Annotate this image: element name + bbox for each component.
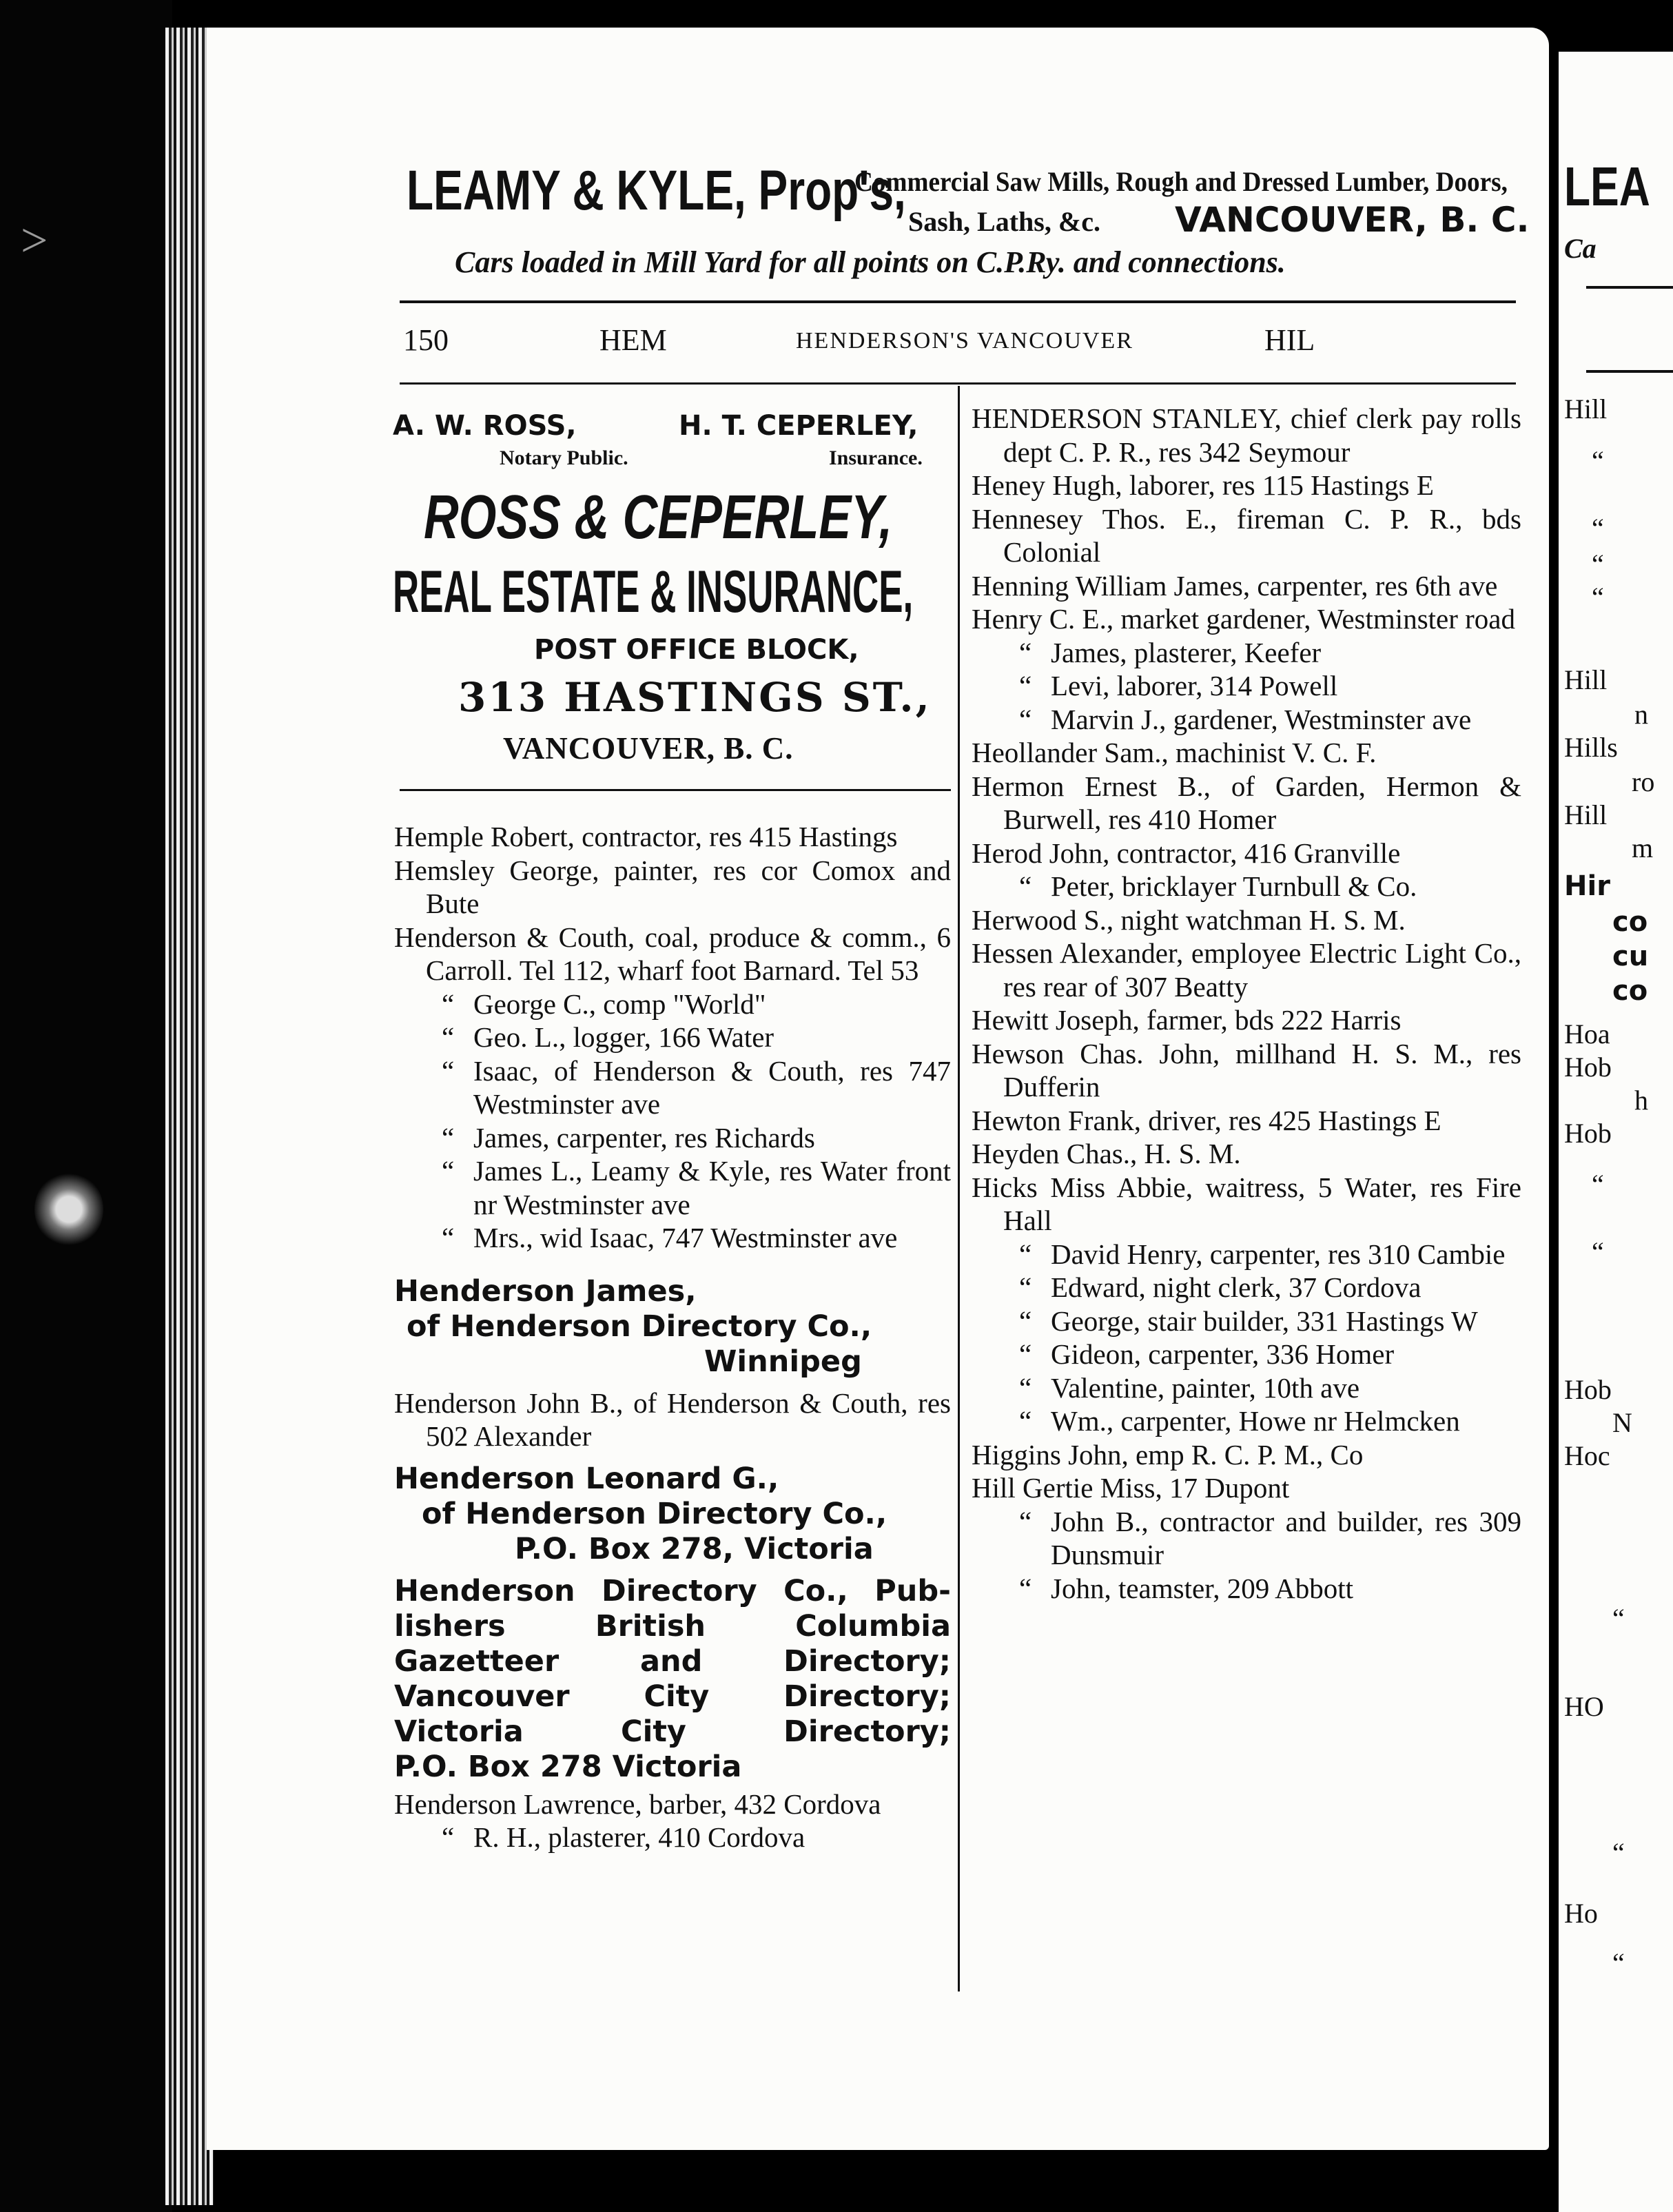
entry-text: Geo. L., logger, 166 Water xyxy=(473,1021,774,1053)
ditto-mark: “ xyxy=(442,1021,455,1053)
ad-street: 313 HASTINGS ST., xyxy=(458,674,932,721)
next-page-text: “ xyxy=(1612,1837,1625,1868)
bold-listing-henderson-james xyxy=(394,1274,951,1380)
next-page-text: “ xyxy=(1592,1236,1604,1267)
directory-entry: Hessen Alexander, employee Electric Light Co., res rear of 307 Beatty xyxy=(972,937,1521,1003)
left-column xyxy=(394,820,951,1854)
directory-entry: Hermon Ernest B., of Garden, Hermon & Burwell, res 410 Homer xyxy=(972,770,1521,835)
running-head-rule xyxy=(400,382,1516,385)
directory-entry-ditto xyxy=(394,1821,951,1854)
directory-entry: Henderson Lawrence, barber, 432 Cordova xyxy=(394,1788,881,1820)
ad-firm-name: ROSS & CEPERLEY, xyxy=(424,483,893,552)
next-page-rule xyxy=(1586,370,1673,373)
directory-entry-ditto xyxy=(394,1154,951,1221)
next-page-text: co xyxy=(1612,906,1648,938)
ditto-mark: “ xyxy=(1019,1371,1032,1404)
directory-entry-ditto xyxy=(394,1221,951,1255)
directory-entry: Henderson John B., of Henderson & Couth, res 502 Alexander xyxy=(394,1386,951,1452)
bold-listing-line: lishers British Columbia xyxy=(394,1608,951,1643)
right-column xyxy=(972,402,1521,1605)
directory-entry: Henderson & Couth, coal, produce & comm., 6 Carroll. Tel 112, wharf foot Barnard. Tel 53 xyxy=(394,921,951,986)
directory-entry: Henry C. E., market gardener, Westminster road xyxy=(972,603,1515,635)
ditto-mark: “ xyxy=(1019,870,1032,902)
page-advertisement-header xyxy=(407,158,1550,296)
directory-entry-ditto xyxy=(394,1121,951,1155)
entry-text: David Henry, carpenter, res 310 Cambie xyxy=(1051,1238,1506,1270)
next-page-text: “ xyxy=(1592,513,1604,544)
directory-entry: Hicks Miss Abbie, waitress, 5 Water, res Fire Hall xyxy=(972,1171,1521,1236)
directory-entry: Hewitt Joseph, farmer, bds 222 Harris xyxy=(972,1004,1402,1036)
next-page-text: Hill xyxy=(1564,393,1608,424)
ad-business: REAL ESTATE & INSURANCE, xyxy=(393,559,914,625)
directory-entry: Herwood S., night watchman H. S. M. xyxy=(972,903,1406,936)
ditto-mark: “ xyxy=(1019,1572,1032,1604)
directory-entry-ditto xyxy=(972,1572,1521,1606)
directory-entry-ditto xyxy=(972,1238,1521,1271)
advertiser-name: LEAMY & KYLE, Prop's, xyxy=(407,159,906,222)
bold-listing-line: Winnipeg xyxy=(704,1344,862,1379)
directory-entry-ditto xyxy=(972,669,1521,703)
entry-text: Peter, bricklayer Turnbull & Co. xyxy=(1051,870,1417,902)
ad-city: VANCOUVER, B. C. xyxy=(503,731,794,766)
bold-listing-henderson-directory xyxy=(394,1574,951,1785)
directory-entry: Hill Gertie Miss, 17 Dupont xyxy=(972,1472,1290,1504)
entry-text: Edward, night clerk, 37 Cordova xyxy=(1051,1271,1421,1303)
next-page-text: Hob xyxy=(1564,1374,1612,1405)
advertiser-city: VANCOUVER, B. C. xyxy=(1175,200,1530,240)
bold-listing-line: Victoria City Directory; xyxy=(394,1714,951,1749)
ditto-mark: “ xyxy=(442,1121,455,1154)
next-page-text: “ xyxy=(1592,1169,1604,1200)
page-number: 150 xyxy=(403,323,449,357)
bold-listing-line: Vancouver City Directory; xyxy=(394,1679,951,1714)
ditto-mark: “ xyxy=(1019,1505,1032,1537)
next-page-text: Ho xyxy=(1564,1898,1598,1929)
directory-entry: Herod John, contractor, 416 Granville xyxy=(972,837,1401,869)
ditto-mark: “ xyxy=(1019,1271,1032,1303)
running-head-left: HEM xyxy=(599,323,667,357)
ditto-mark: “ xyxy=(442,987,455,1020)
directory-entry-ditto xyxy=(394,1021,951,1054)
next-page-text: Hills xyxy=(1564,732,1618,763)
column-divider xyxy=(958,386,960,1991)
ad-block: POST OFFICE BLOCK, xyxy=(534,634,859,666)
next-page-text: Hob xyxy=(1564,1118,1612,1149)
directory-entry-ditto xyxy=(394,1054,951,1121)
ad-partner-name: A. W. ROSS, xyxy=(393,410,577,442)
next-page-text: co xyxy=(1612,975,1648,1007)
next-page-text: Ca xyxy=(1564,233,1597,264)
bold-listing-line: Henderson Directory Co., Pub- xyxy=(394,1573,951,1608)
next-page-text: N xyxy=(1612,1407,1632,1438)
directory-entry: Hewson Chas. John, millhand H. S. M., res Dufferin xyxy=(972,1037,1521,1103)
ad-partner-role: Notary Public. xyxy=(500,447,628,469)
directory-entry-ditto xyxy=(394,987,951,1021)
next-page-text: HO xyxy=(1564,1691,1604,1722)
bold-listing-line: Gazetteer and Directory; xyxy=(394,1643,951,1679)
directory-entry-ditto xyxy=(972,1338,1521,1371)
ditto-mark: “ xyxy=(1019,1405,1032,1437)
advertiser-products-cont: Sash, Laths, &c. xyxy=(908,206,1100,237)
next-page-text: ro xyxy=(1632,766,1655,797)
entry-text: James, plasterer, Keefer xyxy=(1051,636,1322,668)
entry-text: James L., Leamy & Kyle, res Water front nr Westminster ave xyxy=(473,1155,951,1220)
entry-text: George, stair builder, 331 Hastings W xyxy=(1051,1304,1478,1337)
directory-entry: Heney Hugh, laborer, res 115 Hastings E xyxy=(972,469,1434,501)
entry-text: R. H., plasterer, 410 Cordova xyxy=(473,1821,805,1853)
running-head-title: HENDERSON'S VANCOUVER xyxy=(796,328,1133,354)
directory-entry: Hennesey Thos. E., fireman C. P. R., bds Colonial xyxy=(972,502,1521,568)
next-page-text: “ xyxy=(1592,549,1604,580)
directory-entry-ditto xyxy=(972,1404,1521,1438)
directory-entry: Heyden Chas., H. S. M. xyxy=(972,1138,1241,1169)
entry-text: James, carpenter, res Richards xyxy=(473,1121,815,1154)
ditto-mark: “ xyxy=(442,1155,455,1187)
ditto-mark: “ xyxy=(1019,1338,1032,1370)
directory-entry: Henning William James, carpenter, res 6th ave xyxy=(972,569,1498,602)
next-page-text: m xyxy=(1632,832,1654,863)
ad-partner-name: H. T. CEPERLEY, xyxy=(679,410,918,442)
directory-entry-ditto xyxy=(972,1371,1521,1405)
next-page-text: Hill xyxy=(1564,799,1608,830)
ditto-mark: “ xyxy=(1019,1238,1032,1270)
directory-entry: HENDERSON STANLEY, chief clerk pay rolls dept C. P. R., res 342 Seymour xyxy=(972,402,1521,468)
directory-entry: Hewton Frank, driver, res 425 Hastings E xyxy=(972,1104,1441,1136)
next-page-fragment xyxy=(1559,52,1673,2212)
directory-entry: Hemple Robert, contractor, res 415 Hastings xyxy=(394,821,898,852)
directory-entry: Heollander Sam., machinist V. C. F. xyxy=(972,737,1377,768)
bold-listing-henderson-leonard xyxy=(394,1462,951,1567)
entry-text: Levi, laborer, 314 Powell xyxy=(1051,670,1338,702)
directory-entry: Higgins John, emp R. C. P. M., Co xyxy=(972,1438,1364,1471)
entry-text: Gideon, carpenter, 336 Homer xyxy=(1051,1338,1395,1370)
next-page-text: “ xyxy=(1612,1603,1625,1634)
entry-text: John B., contractor and builder, res 309 Dunsmuir xyxy=(1051,1505,1521,1570)
next-page-text: “ xyxy=(1592,582,1604,613)
running-head-right: HIL xyxy=(1264,323,1315,357)
ad-rule xyxy=(400,789,951,791)
next-page-text: Hir xyxy=(1564,870,1610,902)
directory-entry-ditto xyxy=(972,636,1521,670)
ditto-mark: “ xyxy=(1019,636,1032,668)
next-page-rule xyxy=(1586,286,1673,289)
advertiser-tagline: Cars loaded in Mill Yard for all points on C.P.Ry. and connections. xyxy=(455,245,1286,279)
ross-ceperley-advertisement xyxy=(393,400,952,786)
ditto-mark: “ xyxy=(442,1821,455,1853)
header-rule xyxy=(400,300,1516,303)
binding-blotch xyxy=(34,1171,103,1247)
ditto-mark: “ xyxy=(1019,670,1032,702)
entry-text: Wm., carpenter, Howe nr Helmcken xyxy=(1051,1405,1460,1437)
entry-text: George C., comp "World" xyxy=(473,987,766,1020)
next-page-text: LEA xyxy=(1564,156,1650,217)
directory-entry-ditto xyxy=(972,1304,1521,1338)
entry-text: Valentine, painter, 10th ave xyxy=(1051,1371,1360,1404)
entry-text: Marvin J., gardener, Westminster ave xyxy=(1051,703,1472,735)
bold-listing-line: Henderson Leonard G., xyxy=(394,1461,779,1496)
directory-entry-ditto xyxy=(972,703,1521,737)
next-page-text: Hoc xyxy=(1564,1440,1610,1471)
bold-listing-line: of Henderson Directory Co., xyxy=(422,1496,887,1531)
next-page-text: cu xyxy=(1612,941,1649,972)
directory-entry-ditto xyxy=(972,870,1521,903)
ditto-mark: “ xyxy=(442,1222,455,1253)
ad-partner-role: Insurance. xyxy=(829,447,923,469)
ditto-mark: “ xyxy=(1019,1304,1032,1337)
entry-text: Isaac, of Henderson & Couth, res 747 Westminster ave xyxy=(473,1054,951,1120)
next-page-text: Hill xyxy=(1564,664,1608,695)
entry-text: John, teamster, 209 Abbott xyxy=(1051,1572,1354,1604)
next-page-text: n xyxy=(1634,699,1648,730)
next-page-text: “ xyxy=(1612,1947,1625,1978)
ditto-mark: “ xyxy=(442,1054,455,1087)
bold-listing-line: P.O. Box 278, Victoria xyxy=(515,1531,874,1566)
directory-entry: Hemsley George, painter, res cor Comox and Bute xyxy=(394,854,951,919)
next-page-text: Hob xyxy=(1564,1052,1612,1083)
entry-text: Mrs., wid Isaac, 747 Westminster ave xyxy=(473,1222,898,1253)
bold-listing-line: of Henderson Directory Co., xyxy=(407,1309,872,1344)
binding-mark: > xyxy=(21,214,48,267)
advertiser-products: Commercial Saw Mills, Rough and Dressed Lumber, Doors, xyxy=(854,166,1508,197)
book-binding xyxy=(0,0,172,2212)
ditto-mark: “ xyxy=(1019,703,1032,735)
bold-listing-line: P.O. Box 278 Victoria xyxy=(394,1749,742,1784)
directory-entry-ditto xyxy=(972,1505,1521,1572)
next-page-text: h xyxy=(1634,1085,1648,1116)
directory-entry-ditto xyxy=(972,1271,1521,1304)
bold-listing-line: Henderson James, xyxy=(394,1273,697,1309)
next-page-text: Hoa xyxy=(1564,1018,1610,1049)
next-page-text: “ xyxy=(1592,445,1604,476)
